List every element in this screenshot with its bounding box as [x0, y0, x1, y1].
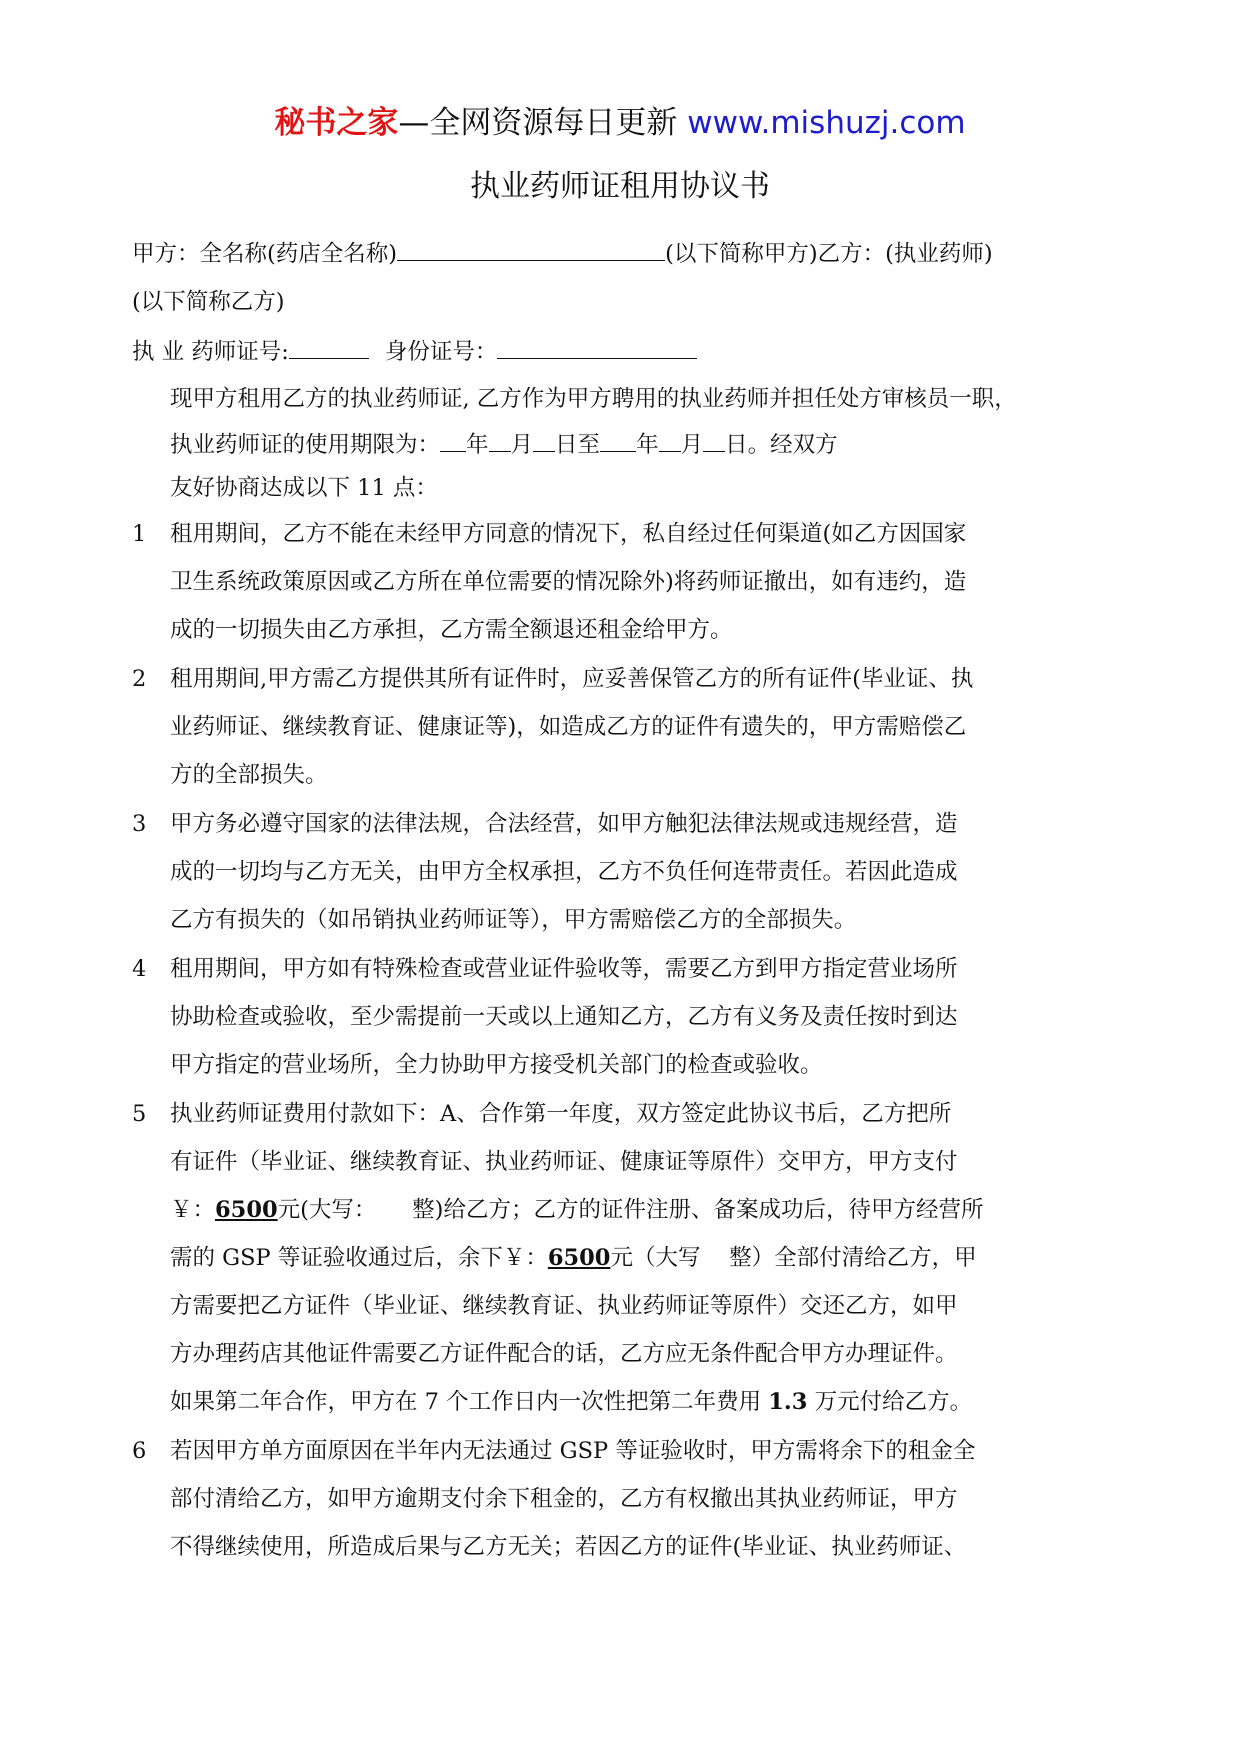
currency-label: ￥： [170, 1197, 216, 1223]
clause-5-line-2: 有证件（毕业证、继续教育证、执业药师证、健康证等原件）交甲方，甲方支付 [170, 1149, 958, 1175]
clause-2-line-2: 业药师证、继续教育证、健康证等)，如造成乙方的证件有遗失的，甲方需赔偿乙 [170, 714, 967, 740]
party-b-line: (以下简称乙方) [132, 289, 285, 315]
license-number-blank[interactable] [289, 334, 369, 359]
second-year-fee: 1.3 [768, 1389, 808, 1415]
clause-3-line-1: 甲方务必遵守国家的法律法规，合法经营，如甲方触犯法律法规或违规经营，造 [170, 811, 958, 837]
clause-number: 2 [132, 666, 147, 692]
id-number-blank[interactable] [497, 334, 697, 359]
year-label: 年 [636, 432, 659, 458]
clause-6-line-3: 不得继续使用，所造成后果与乙方无关；若因乙方的证件(毕业证、执业药师证、 [170, 1534, 967, 1560]
clause-5-text: 需的 GSP 等证验收通过后，余下￥： [170, 1245, 548, 1271]
clause-4-line-2: 协助检查或验收，至少需提前一天或以上通知乙方，乙方有义务及责任按时到达 [170, 1004, 958, 1030]
clause-5-line-3 [170, 1194, 983, 1226]
year-label: 年 [466, 432, 489, 458]
clause-1-line-1: 租用期间，乙方不能在未经甲方同意的情况下，私自经过任何渠道(如乙方因国家 [170, 521, 967, 547]
month-label: 月 [680, 432, 704, 458]
clause-5-line-5: 方需要把乙方证件（毕业证、继续教育证、执业药师证等原件）交还乙方，如甲 [170, 1293, 958, 1319]
clause-5-text: 万元付给乙方。 [807, 1389, 973, 1415]
clause-2-line-1: 租用期间,甲方需乙方提供其所有证件时，应妥善保管乙方的所有证件(毕业证、执 [170, 666, 974, 692]
start-year-blank[interactable] [440, 427, 466, 452]
end-day-blank[interactable] [703, 427, 725, 452]
site-banner [0, 100, 1240, 146]
clause-5-text: 元（大写 整）全部付清给乙方，甲 [610, 1245, 977, 1271]
clause-1-line-3: 成的一切损失由乙方承担，乙方需全额退还租金给甲方。 [170, 617, 733, 643]
clause-5-text: 如果第二年合作，甲方在 7 个工作日内一次性把第二年费用 [170, 1389, 769, 1415]
party-a-label: 甲方：全名称(药店全名称) [132, 241, 398, 267]
clause-5-line-6: 方办理药店其他证件需要乙方证件配合的话，乙方应无条件配合甲方办理证件。 [170, 1341, 958, 1367]
first-payment-amount: 6500 [215, 1197, 278, 1223]
start-month-blank[interactable] [489, 427, 511, 452]
clause-1-line-2: 卫生系统政策原因或乙方所在单位需要的情况除外)将药师证撤出，如有违约，造 [170, 569, 967, 595]
period-label: 执业药师证的使用期限为： [170, 432, 441, 458]
clause-2-line-3: 方的全部损失。 [170, 762, 328, 788]
clause-number: 1 [132, 521, 147, 547]
end-year-blank[interactable] [600, 427, 636, 452]
month-label: 月 [510, 432, 534, 458]
party-a-line [132, 236, 993, 270]
clause-3-line-3: 乙方有损失的（如吊销执业药师证等），甲方需赔偿乙方的全部损失。 [170, 907, 857, 933]
clause-4-line-3: 甲方指定的营业场所，全力协助甲方接受机关部门的检查或验收。 [170, 1052, 823, 1078]
party-a-name-blank[interactable] [397, 236, 665, 261]
document-title: 执业药师证租用协议书 [470, 169, 770, 204]
clause-5-line-1: 执业药师证费用付款如下：A、合作第一年度，双方签定此协议书后，乙方把所 [170, 1101, 952, 1127]
brand-name: 秘书之家 [274, 105, 399, 141]
clause-3-line-2: 成的一切均与乙方无关，由甲方全权承担，乙方不负任何连带责任。若因此造成 [170, 859, 958, 885]
clause-number: 4 [132, 956, 147, 982]
license-line [132, 334, 697, 368]
second-payment-amount: 6500 [547, 1245, 611, 1271]
day-end-label: 日。经双方 [725, 432, 838, 458]
clause-4-line-1: 租用期间，甲方如有特殊检查或营业证件验收等，需要乙方到甲方指定营业场所 [170, 956, 958, 982]
license-label: 执 业 药师证号: [132, 339, 289, 365]
clause-6-line-1: 若因甲方单方面原因在半年内无法通过 GSP 等证验收时，甲方需将余下的租金全 [170, 1438, 976, 1464]
clause-number: 5 [132, 1101, 147, 1127]
party-a-suffix: (以下简称甲方)乙方：(执业药师) [665, 241, 993, 267]
start-day-blank[interactable] [533, 427, 555, 452]
intro-line-1: 现甲方租用乙方的执业药师证, 乙方作为甲方聘用的执业药师并担任处方审核员一职， [170, 386, 1017, 412]
clause-6-line-2: 部付清给乙方，如甲方逾期支付余下租金的，乙方有权撤出其执业药师证，甲方 [170, 1486, 958, 1512]
site-url-link[interactable]: www.mishuzj.com [687, 105, 966, 141]
clause-5-line-4 [170, 1242, 977, 1274]
clause-number: 6 [132, 1438, 147, 1464]
clause-5-line-7 [170, 1386, 972, 1418]
intro-period-line [170, 427, 838, 461]
end-month-blank[interactable] [659, 427, 681, 452]
id-label: 身份证号： [384, 339, 498, 365]
clause-number: 3 [132, 811, 147, 837]
intro-line-3: 友好协商达成以下 11 点： [170, 475, 438, 501]
day-to-label: 日至 [555, 432, 601, 458]
banner-tagline: —全网资源每日更新 [398, 105, 678, 141]
clause-5-text: 元(大写： 整)给乙方；乙方的证件注册、备案成功后，待甲方经营所 [277, 1197, 984, 1223]
